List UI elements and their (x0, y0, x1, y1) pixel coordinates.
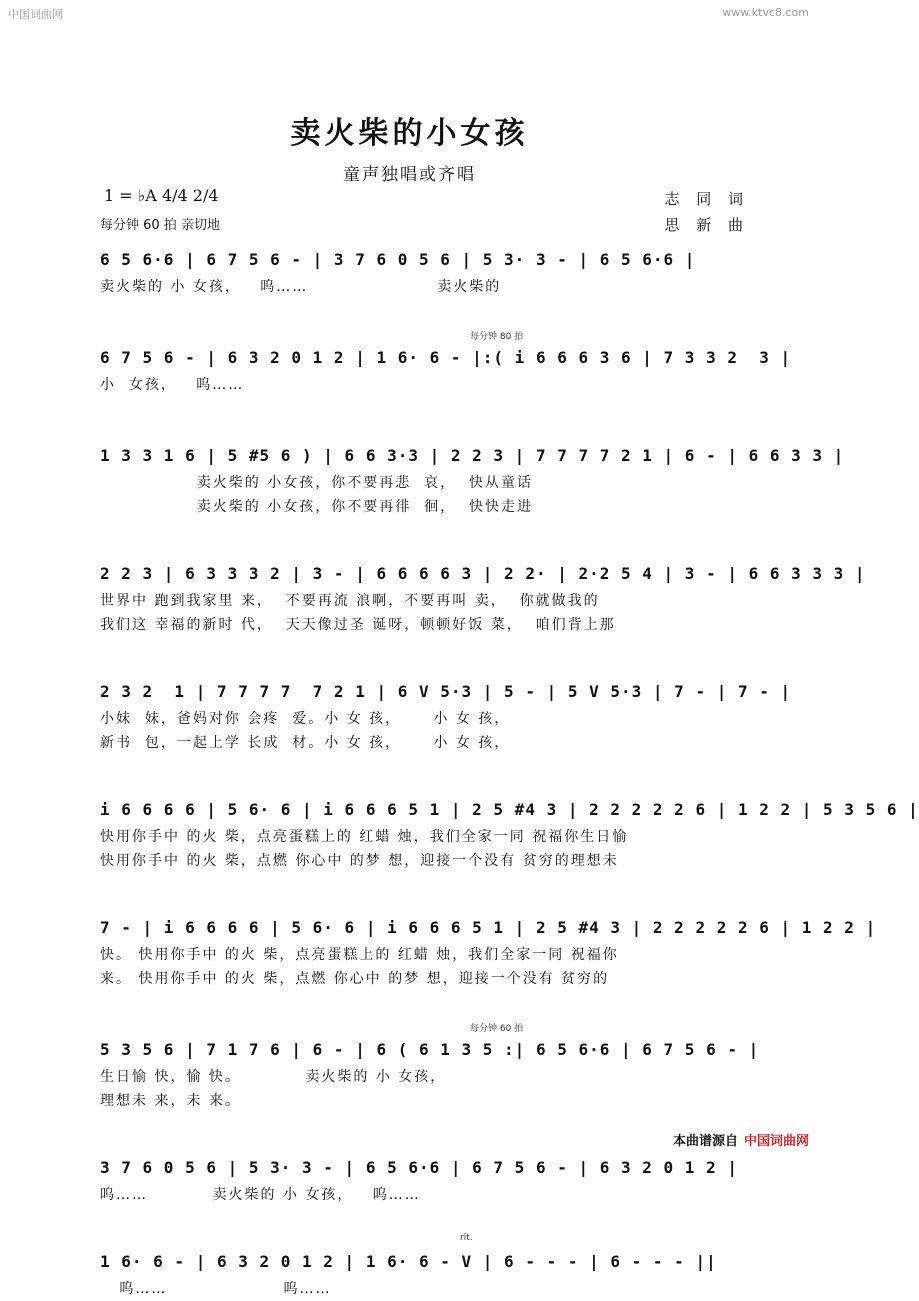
score-system (100, 245, 745, 299)
song-subtitle: 童声独唱或齐唱 (343, 165, 476, 185)
lyric-line: 小 女孩， 呜…… (100, 377, 245, 393)
notation-line: 1 6· 6 - | 6 3 2 0 1 2 | 1 6· 6 - V | 6 - - - | 6 - - - || (100, 1252, 717, 1271)
notation-line: 1 3 3 1 6 | 5 #5 6 ) | 6 6 3·3 | 2 2 3 | 7 7 7 7 2 1 | 6 - | 6 6 3 3 | (100, 446, 845, 465)
lyric-line: 卖火柴的 小 女孩， 呜…… 卖火柴的 (100, 279, 502, 295)
lyric-line: 小妹 妹，爸妈对你 会疼 爱。小 女 孩， 小 女 孩， (100, 711, 511, 727)
footer-brand: 中国词曲网 (743, 1134, 809, 1149)
lyric-line: 我们这 幸福的新时 代， 天天像过圣 诞呀，顿顿好饭 菜， 咱们背上那 (100, 617, 616, 633)
score-system (100, 332, 792, 397)
lyricist-credit: 志 同 词 (664, 190, 749, 208)
lyric-line: 呜…… 呜…… (100, 1281, 332, 1297)
lyric-line: 理想未 来，未 来。 (100, 1093, 241, 1109)
tempo-mood: 每分钟 60 拍 亲切地 (100, 218, 220, 233)
lyric-line: 快。 快用你手中 的火 柴，点亮蛋糕上的 红蜡 烛，我们全家一同 祝福你 (100, 947, 619, 963)
lyric-line: 来。 快用你手中 的火 柴，点燃 你心中 的梦 想，迎接一个没有 贫穷的 (100, 971, 610, 987)
score-system (100, 677, 792, 755)
key-signature: 1 = ♭A 4/4 2/4 (104, 186, 219, 205)
score-system (100, 913, 877, 991)
score-system (100, 1233, 745, 1301)
score-system (100, 795, 919, 873)
composer-credit: 思 新 曲 (664, 216, 749, 234)
score-system (100, 1024, 760, 1113)
score-system (100, 441, 845, 519)
notation-line: 5 3 5 6 | 7 1 7 6 | 6 - | 6 ( 6 1 3 5 :| 6 5 6·6 | 6 7 5 6 - | (100, 1040, 760, 1059)
footer-prefix: 本曲谱源自 (672, 1134, 738, 1149)
lyric-line: 新书 包，一起上学 长成 材。小 女 孩， 小 女 孩， (100, 735, 511, 751)
watermark-right: www.ktvc8.com (722, 6, 809, 19)
tempo-mark: 每分钟 60 拍 (470, 1024, 524, 1034)
notation-line: 7 - | i 6 6 6 6 | 5 6· 6 | i 6 6 6 5 1 | 2 5 #4 3 | 2 2 2 2 2 6 | 1 2 2 | (100, 918, 877, 937)
lyric-line: 快用你手中 的火 柴，点亮蛋糕上的 红蜡 烛，我们全家一同 祝福你生日愉 (100, 829, 629, 845)
notation-line: 6 7 5 6 - | 6 3 2 0 1 2 | 1 6· 6 - |:( i 6 6 6 3 6 | 7 3 3 2 3 | (100, 348, 792, 367)
tempo-mark: rit. (460, 1233, 473, 1243)
lyric-line: 生日愉 快，愉 快。 卖火柴的 小 女孩， (100, 1069, 447, 1085)
notation-line: i 6 6 6 6 | 5 6· 6 | i 6 6 6 5 1 | 2 5 #4 3 | 2 2 2 2 2 6 | 1 2 2 | 5 3 5 6 | (100, 800, 919, 819)
notation-line: 2 3 2 1 | 7 7 7 7 7 2 1 | 6 V 5·3 | 5 - | 5 V 5·3 | 7 - | 7 - | (100, 682, 792, 701)
footer (673, 1130, 809, 1149)
notation-line: 3 7 6 0 5 6 | 5 3· 3 - | 6 5 6·6 | 6 7 5 6 - | 6 3 2 0 1 2 | (100, 1158, 738, 1177)
notation-line: 2 2 3 | 6 3 3 3 2 | 3 - | 6 6 6 6 3 | 2 2· | 2·2 5 4 | 3 - | 6 6 3 3 3 | (100, 564, 866, 583)
song-title: 卖火柴的小女孩 (290, 116, 529, 151)
score-system (100, 1153, 745, 1207)
lyric-line: 快用你手中 的火 柴，点燃 你心中 的梦 想，迎接一个没有 贫穷的理想未 (100, 853, 619, 869)
notation-line: 6 5 6·6 | 6 7 5 6 - | 3 7 6 0 5 6 | 5 3· 3 - | 6 5 6·6 | (100, 250, 696, 269)
lyric-line: 卖火柴的 小女孩，你不要再悲 哀， 快从童话 (100, 475, 534, 491)
lyric-line: 呜…… 卖火柴的 小 女孩， 呜…… (100, 1187, 421, 1203)
score-system (100, 559, 866, 637)
tempo-mark: 每分钟 80 拍 (470, 332, 524, 342)
watermark-left: 中国词曲网 (8, 8, 63, 21)
lyric-line: 世界中 跑到我家里 来， 不要再流 浪啊，不要再叫 卖， 你就做我的 (100, 593, 600, 609)
lyric-line: 卖火柴的 小女孩，你不要再徘 徊， 快快走进 (100, 499, 534, 515)
